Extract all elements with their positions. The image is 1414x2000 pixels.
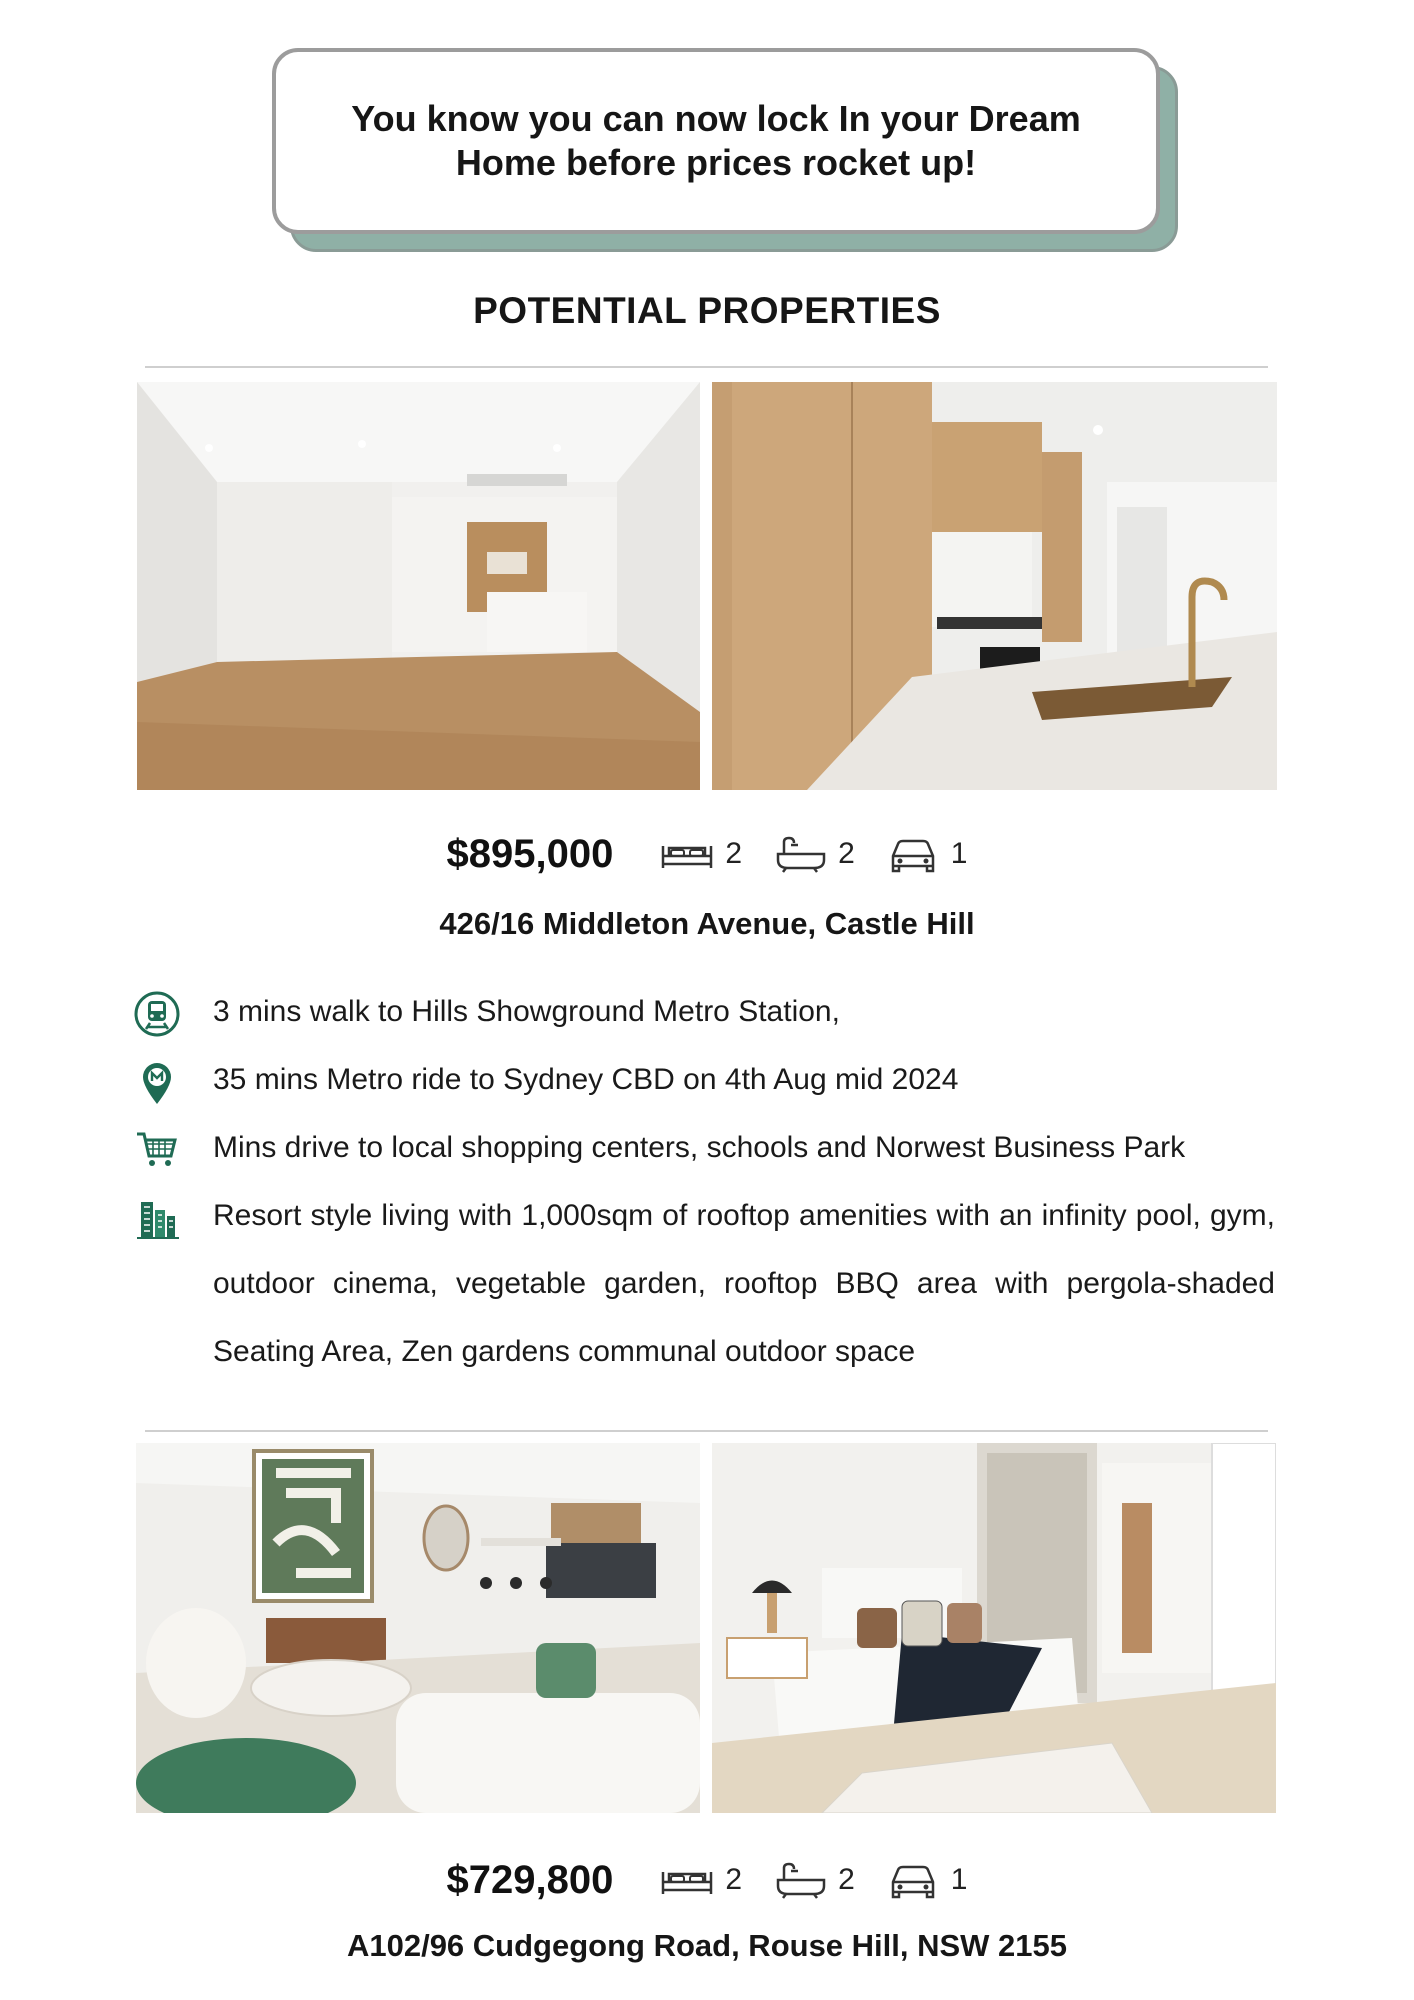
property-2-beds — [659, 1860, 742, 1900]
shopping-cart-icon — [133, 1126, 181, 1174]
property-1-price-row — [0, 826, 1414, 882]
bath-icon — [772, 1860, 828, 1900]
feature-text-resort: Resort style living with 1,000sqm of rooftop amenities with an infinity pool, gym, outdoor cinema, vegetable garden, rooftop BBQ area with pergola-shaded Seating Area, Zen gardens communal outdoor space — [213, 1199, 1275, 1368]
section-title: POTENTIAL PROPERTIES — [473, 290, 941, 331]
property-2-price-row — [0, 1852, 1414, 1908]
property-1-price: $895,000 — [446, 831, 614, 876]
property-1-photo-kitchen — [712, 382, 1277, 790]
bath-icon — [772, 834, 828, 874]
callout-box — [272, 48, 1160, 234]
property-1-cars-count: 1 — [950, 837, 968, 870]
callout-banner — [272, 48, 1160, 234]
property-2-baths-count: 2 — [838, 1863, 855, 1896]
property-2-price: $729,800 — [446, 1857, 614, 1902]
property-1-photo-living-room — [137, 382, 700, 790]
property-1-cars — [885, 834, 968, 874]
property-1-beds-count: 2 — [725, 837, 743, 870]
property-1-baths-count: 2 — [838, 837, 855, 870]
buildings-icon — [133, 1194, 181, 1242]
property-1-beds — [659, 834, 742, 874]
callout-text: You know you can now lock In your Dream Home before prices rocket up! — [351, 98, 1081, 183]
feature-item-metro-ride — [133, 1046, 1275, 1114]
train-icon — [133, 990, 181, 1038]
feature-text-shopping: Mins drive to local shopping centers, schools and Norwest Business Park — [213, 1131, 1186, 1164]
feature-item-metro-walk — [133, 978, 1275, 1046]
property-2-photo-lounge — [136, 1443, 700, 1813]
metro-pin-icon — [133, 1058, 181, 1106]
property-1-baths — [772, 834, 855, 874]
divider-top — [145, 366, 1268, 368]
feature-text-metro-ride: 35 mins Metro ride to Sydney CBD on 4th Aug mid 2024 — [213, 1063, 959, 1096]
property-2-address: A102/96 Cudgegong Road, Rouse Hill, NSW 2155 — [346, 1928, 1068, 1963]
property-2-cars — [885, 1860, 968, 1900]
property-2-photo-bedroom — [712, 1443, 1276, 1813]
car-icon — [885, 1860, 941, 1900]
feature-text-metro-walk: 3 mins walk to Hills Showground Metro Station, — [213, 995, 840, 1028]
property-1-feature-list — [133, 978, 1275, 1386]
property-2-baths — [772, 1860, 855, 1900]
feature-item-shopping — [133, 1114, 1275, 1182]
feature-item-resort — [133, 1182, 1275, 1386]
property-2-beds-count: 2 — [725, 1863, 743, 1896]
bed-icon — [659, 1860, 715, 1900]
car-icon — [885, 834, 941, 874]
bed-icon — [659, 834, 715, 874]
property-1-address: 426/16 Middleton Avenue, Castle Hill — [439, 906, 975, 941]
divider-middle — [145, 1430, 1268, 1432]
property-2-cars-count: 1 — [950, 1863, 968, 1896]
